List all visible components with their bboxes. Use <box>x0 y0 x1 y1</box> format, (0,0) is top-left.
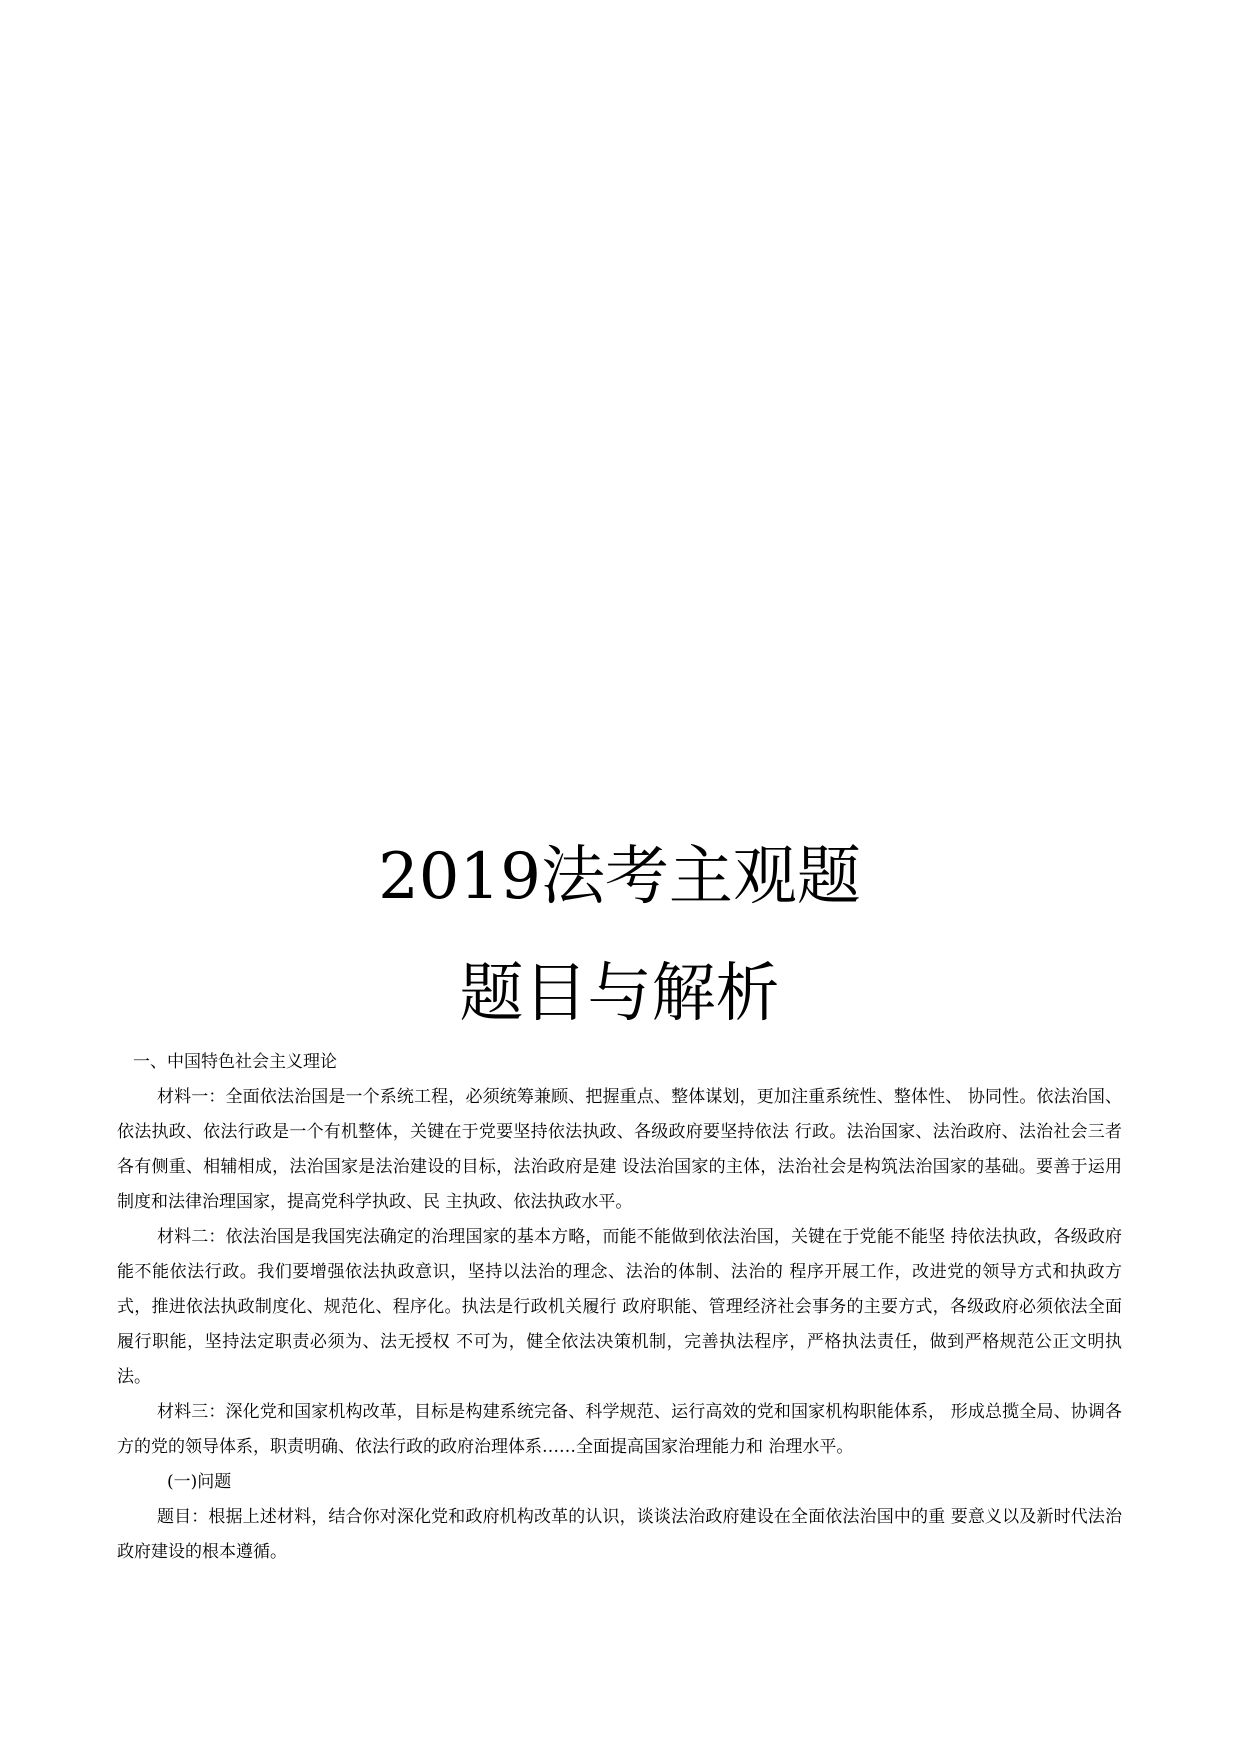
material-paragraph-3: 材料三：深化党和国家机构改革，目标是构建系统完备、科学规范、运行高效的党和国家机构职能体系， 形成总揽全局、协调各方的党的领导体系，职责明确、依法行政的政府治理体系……全面提高国家治理能力和 治理水平。 <box>117 1402 1122 1457</box>
document-body <box>117 1045 1122 1570</box>
document-title-line-1: 2019法考主观题 <box>378 840 861 914</box>
material-paragraph-2: 材料二：依法治国是我国宪法确定的治理国家的基本方略，而能不能做到依法治国，关键在于党能不能坚 持依法执政，各级政府能不能依法行政。我们要增强依法执政意识，坚持以法治的理念、法治的体制、法治的 程序开展工作，改进党的领导方式和执政方式，推进依法执政制度化、规范化、程序化。执法是行政机关履行 政府职能、管理经济社会事务的主要方式，各级政府必须依法全面履行职能，坚持法定职责必须为、法无授权 不可为，健全依法决策机制，完善执法程序，严格执法责任，做到严格规范公正文明执法。 <box>117 1227 1122 1387</box>
document-title-line-2: 题目与解析 <box>459 957 780 1031</box>
question-heading: (一)问题 <box>167 1472 232 1492</box>
section-heading: 一、中国特色社会主义理论 <box>133 1052 337 1072</box>
material-paragraph-1: 材料一：全面依法治国是一个系统工程，必须统筹兼顾、把握重点、整体谋划，更加注重系统性、整体性、 协同性。依法治国、依法执政、依法行政是一个有机整体，关键在于党要坚持依法执政、各级政府要坚持依法 行政。法治国家、法治政府、法治社会三者各有侧重、相辅相成，法治国家是法治建设的目标，法治政府是建 设法治国家的主体，法治社会是构筑法治国家的基础。要善于运用制度和法律治理国家，提高党科学执政、民 主执政、依法执政水平。 <box>117 1087 1122 1212</box>
question-paragraph: 题目：根据上述材料，结合你对深化党和政府机构改革的认识，谈谈法治政府建设在全面依法治国中的重 要意义以及新时代法治政府建设的根本遵循。 <box>117 1507 1122 1562</box>
